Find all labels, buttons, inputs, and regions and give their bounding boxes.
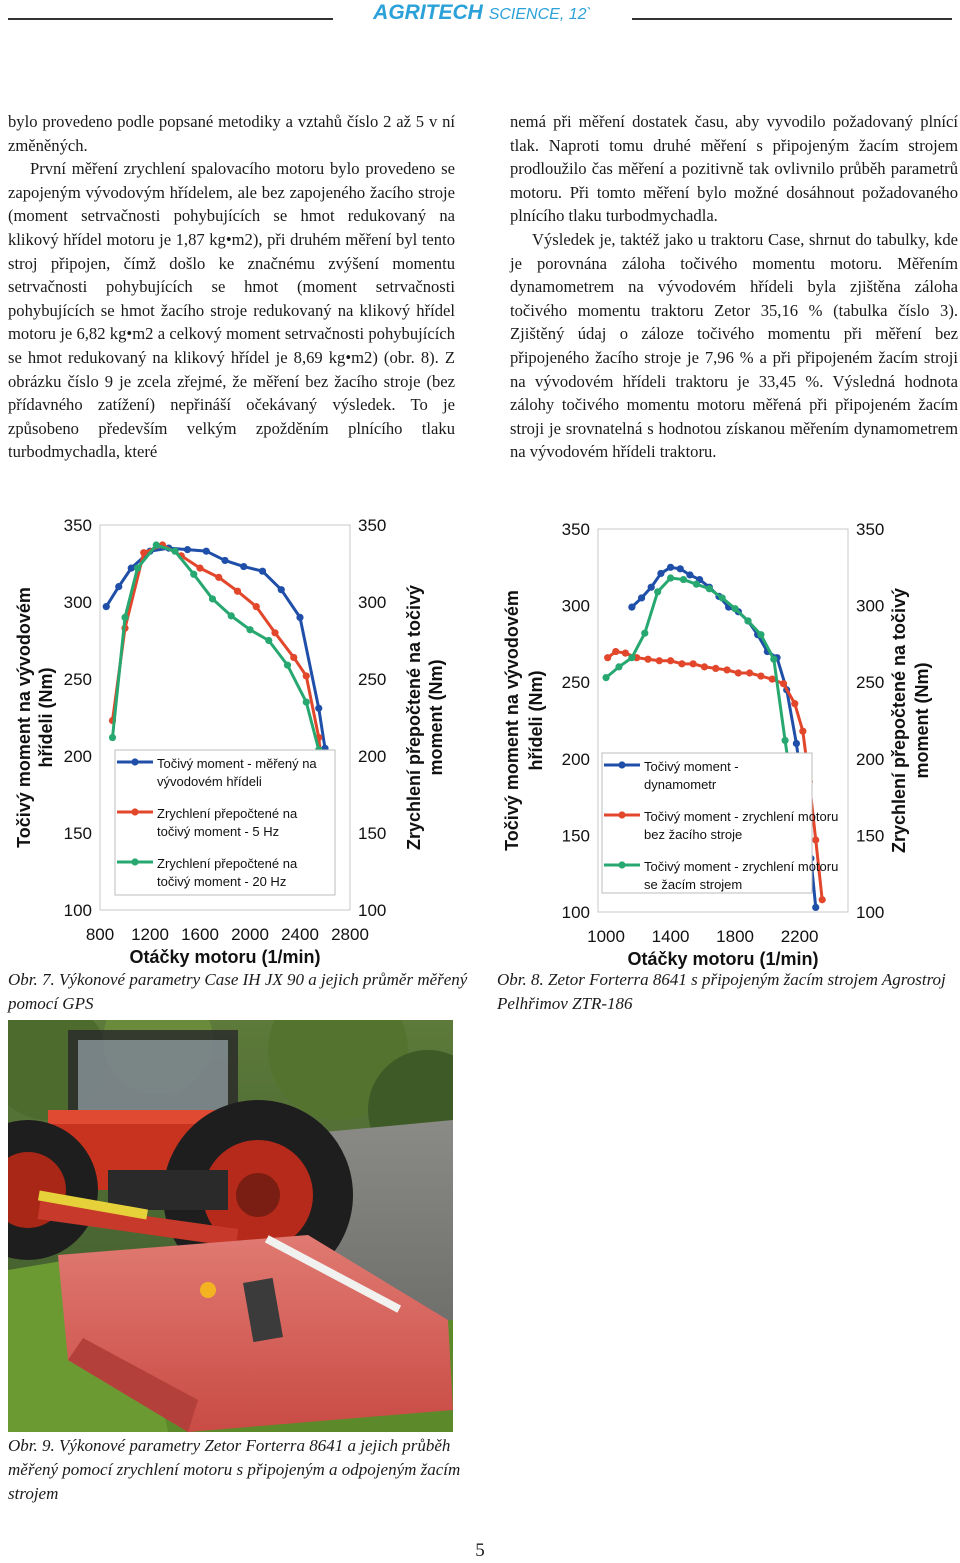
y2-tick-label: 350 xyxy=(856,520,885,539)
data-point xyxy=(667,574,674,581)
data-point xyxy=(812,904,819,911)
header-rule-right xyxy=(632,18,952,20)
y-tick-label: 200 xyxy=(63,747,92,766)
x-tick-label: 2000 xyxy=(231,925,269,944)
data-point xyxy=(215,574,222,581)
data-point xyxy=(819,896,826,903)
legend-label-line1: Točivý moment - xyxy=(644,759,739,774)
data-point xyxy=(109,734,116,741)
data-point xyxy=(657,570,664,577)
data-point xyxy=(315,705,322,712)
y-tick-label: 100 xyxy=(63,901,92,920)
data-point xyxy=(656,657,663,664)
data-point xyxy=(780,680,787,687)
x-axis-title: Otáčky motoru (1/min) xyxy=(129,947,321,967)
data-point xyxy=(303,699,310,706)
x-tick-label: 2800 xyxy=(331,925,369,944)
data-point xyxy=(678,660,685,667)
legend-label-line1: Točivý moment - zrychlení motoru xyxy=(644,859,839,874)
data-point xyxy=(209,595,216,602)
data-point xyxy=(240,563,247,570)
figure-9-caption: Obr. 9. Výkonové parametry Zetor Forterra 8641 a jejich průběh měřený pomocí zrychlení motoru s připojeným a odpojeným žacím strojem xyxy=(8,1436,461,1503)
y-axis-title-line2: hřídeli (Nm) xyxy=(36,667,56,768)
figure-7-caption: Obr. 7. Výkonové parametry Case IH JX 90 a jejich průměr měřený pomocí GPS xyxy=(8,970,468,1013)
y2-axis-title-line1: Zrychlení přepočtené na točivý xyxy=(889,587,909,854)
legend-label-line2: točivý moment - 20 Hz xyxy=(157,874,287,889)
paragraph: bylo provedeno podle popsané metodiky a vztahů číslo 2 až 5 v ní změněných. xyxy=(8,112,455,155)
y2-tick-label: 200 xyxy=(358,747,387,766)
data-point xyxy=(812,836,819,843)
data-point xyxy=(628,604,635,611)
data-point xyxy=(793,740,800,747)
data-point xyxy=(667,657,674,664)
data-point xyxy=(686,571,693,578)
data-point xyxy=(171,548,178,555)
data-point xyxy=(221,557,228,564)
legend-marker xyxy=(618,861,625,868)
y-axis-title-line2: hřídeli (Nm) xyxy=(526,670,546,771)
data-point xyxy=(712,665,719,672)
data-point xyxy=(234,588,241,595)
legend-label-line2: dynamometr xyxy=(644,777,717,792)
figure-8-chart xyxy=(490,505,960,970)
data-point xyxy=(190,571,197,578)
data-point xyxy=(641,630,648,637)
y-axis-title-line1: Točivý moment na vývodovém xyxy=(502,590,522,851)
data-point xyxy=(757,672,764,679)
data-point xyxy=(612,648,619,655)
legend-label-line2: se žacím strojem xyxy=(644,877,743,892)
legend-label-line1: Zrychlení přepočtené na xyxy=(157,856,298,871)
legend-marker xyxy=(618,811,625,818)
data-point xyxy=(648,584,655,591)
y2-axis-title-line1: Zrychlení přepočtené na točivý xyxy=(404,584,424,851)
data-point xyxy=(628,654,635,661)
data-point xyxy=(602,674,609,681)
y-tick-label: 300 xyxy=(561,596,590,616)
journal-title xyxy=(340,0,625,28)
text-column-right xyxy=(510,110,958,464)
legend-label-line2: točivý moment - 5 Hz xyxy=(157,824,280,839)
y-tick-label: 150 xyxy=(561,826,590,846)
y2-tick-label: 250 xyxy=(358,670,387,689)
y-tick-label: 250 xyxy=(63,670,92,689)
data-point xyxy=(134,565,141,572)
y2-tick-label: 150 xyxy=(358,824,387,843)
data-point xyxy=(271,629,278,636)
header-rule-left xyxy=(8,18,333,20)
y2-tick-label: 200 xyxy=(856,749,885,769)
data-point xyxy=(667,564,674,571)
legend-marker xyxy=(131,758,138,765)
y-tick-label: 250 xyxy=(561,673,590,693)
legend-marker xyxy=(618,761,625,768)
y2-axis-title-line2: moment (Nm) xyxy=(912,662,932,779)
legend-label-line1: Točivý moment - měřený na xyxy=(157,756,317,771)
data-point xyxy=(693,581,700,588)
data-point xyxy=(115,583,122,590)
x-tick-label: 1000 xyxy=(587,927,625,946)
y2-tick-label: 150 xyxy=(856,826,885,846)
y2-tick-label: 300 xyxy=(358,593,387,612)
y2-tick-label: 100 xyxy=(358,901,387,920)
figure-7-chart xyxy=(0,505,478,970)
data-point xyxy=(638,594,645,601)
data-point xyxy=(265,637,272,644)
chart-svg xyxy=(490,505,960,970)
legend-label-line2: bez žacího stroje xyxy=(644,827,743,842)
y-tick-label: 100 xyxy=(561,903,590,922)
data-point xyxy=(735,669,742,676)
figure-8-caption: Obr. 8. Zetor Forterra 8641 s připojeným žacím strojem Agrostroj Pelhřimov ZTR-186 xyxy=(497,970,946,1013)
data-point xyxy=(196,565,203,572)
x-tick-label: 2200 xyxy=(780,927,819,946)
data-point xyxy=(103,603,110,610)
paragraph: První měření zrychlení spalovacího motoru bylo provedeno se zapojeným vývodovým hřídelem, ale bez zapojeného žacího stroje (moment setrvačnosti pohybujících se hmot redukovaný na klikový hřídel motoru je 1,87 kg•m2), při druhém měření byl tento stroj připojen, čímž došlo ke značnému zvýšení momentu setrvačnosti pohybujících se hmot (moment setrvačnosti pohybujících se hmot žacího stroje redukovaný na klikový hřídel motoru je 6,82 kg•m2 a celkový moment setrvačnosti pohybujících se hmot redukovaný na klikový hřídel je 8,69 kg•m2) (obr. 8). Z obrázku číslo 9 je zcela zřejmé, že měření bez žacího stroje (bez přídavného zatížení) nepřináší očekávaný výsledek. To je způsobeno především velkým zpožděním plnícího tlaku turbodmychadla, které xyxy=(8,159,455,462)
paragraph: Výsledek je, taktéž jako u traktoru Case, shrnut do tabulky, kde je porovnána záloha točivého momentu motoru. Měřením dynamometrem na vývodovém hřídeli byla zjištěna záloha točivého momentu traktoru Zetor 35,16 % (tabulka číslo 3). Zjištěný údaj o záloze točivého momentu při měření bez připojeného žacího stroje je 7,96 % a při připojeném žacím stroji na vývodovém hřídeli traktoru je 33,45 %. Výsledná hodnota zálohy točivého momentu motoru měřená při připojeném žacím stroji je srovnatelná s hodnotou získanou měřením dynamometrem na vývodovém hřídeli traktoru. xyxy=(510,229,958,462)
legend-label-line2: vývodovém hřídeli xyxy=(157,774,262,789)
data-point xyxy=(153,541,160,548)
x-axis-title: Otáčky motoru (1/min) xyxy=(627,949,819,969)
data-point xyxy=(791,700,798,707)
journal-brand: AGRITECH xyxy=(373,1,483,24)
text-column-left xyxy=(8,110,455,464)
data-point xyxy=(284,662,291,669)
y2-tick-label: 250 xyxy=(856,673,885,693)
x-tick-label: 1800 xyxy=(716,927,755,946)
page-number: 5 xyxy=(475,1540,485,1561)
x-tick-label: 800 xyxy=(85,925,115,944)
data-point xyxy=(228,612,235,619)
data-point xyxy=(604,654,611,661)
data-point xyxy=(644,656,651,663)
x-tick-label: 1400 xyxy=(651,927,690,946)
y-tick-label: 350 xyxy=(63,516,92,535)
data-point xyxy=(744,617,751,624)
data-point xyxy=(680,576,687,583)
data-point xyxy=(701,663,708,670)
data-point xyxy=(746,669,753,676)
legend-label-line1: Zrychlení přepočtené na xyxy=(157,806,298,821)
data-point xyxy=(677,565,684,572)
y-tick-label: 350 xyxy=(561,520,590,539)
data-point xyxy=(615,663,622,670)
journal-issue: SCIENCE, 12` xyxy=(488,6,592,23)
data-point xyxy=(259,568,266,575)
y-tick-label: 300 xyxy=(63,593,92,612)
legend-marker xyxy=(131,858,138,865)
data-point xyxy=(296,614,303,621)
data-point xyxy=(278,586,285,593)
x-tick-label: 1200 xyxy=(131,925,169,944)
y-tick-label: 200 xyxy=(561,749,590,769)
y2-tick-label: 100 xyxy=(856,903,885,922)
x-tick-label: 2400 xyxy=(281,925,319,944)
data-point xyxy=(690,660,697,667)
data-point xyxy=(719,594,726,601)
data-point xyxy=(723,666,730,673)
x-tick-label: 1600 xyxy=(181,925,219,944)
data-point xyxy=(184,546,191,553)
data-point xyxy=(757,631,764,638)
chart-svg xyxy=(0,505,478,970)
y-tick-label: 150 xyxy=(63,824,92,843)
tractor-photo-illustration xyxy=(8,1020,453,1432)
data-point xyxy=(128,565,135,572)
legend-label-line1: Točivý moment - zrychlení motoru xyxy=(644,809,839,824)
data-point xyxy=(706,585,713,592)
paragraph: nemá při měření dostatek času, aby vyvodilo požadovaný plnící tlak. Naproti tomu druhé měření s připojeným žacím strojem prodloužilo čas měření a pozitivně tak ovlivnilo průběh parametrů motoru. Při tomto měření bylo možné dosáhnout požadovaného plnícího tlaku turbodmychadla. xyxy=(510,112,958,226)
data-point xyxy=(290,654,297,661)
legend-marker xyxy=(131,808,138,815)
data-point xyxy=(799,728,806,735)
y-axis-title-line1: Točivý moment na vývodovém xyxy=(14,587,34,848)
data-point xyxy=(731,605,738,612)
y2-tick-label: 350 xyxy=(358,516,387,535)
data-point xyxy=(622,649,629,656)
data-point xyxy=(654,588,661,595)
data-point xyxy=(121,614,128,621)
data-point xyxy=(203,548,210,555)
data-point xyxy=(781,737,788,744)
y2-tick-label: 300 xyxy=(856,596,885,616)
data-point xyxy=(246,626,253,633)
data-point xyxy=(303,672,310,679)
y2-axis-title-line2: moment (Nm) xyxy=(426,659,446,776)
data-point xyxy=(253,603,260,610)
data-point xyxy=(770,656,777,663)
running-header xyxy=(0,0,960,40)
tractor-mower-photo xyxy=(8,1020,453,1432)
